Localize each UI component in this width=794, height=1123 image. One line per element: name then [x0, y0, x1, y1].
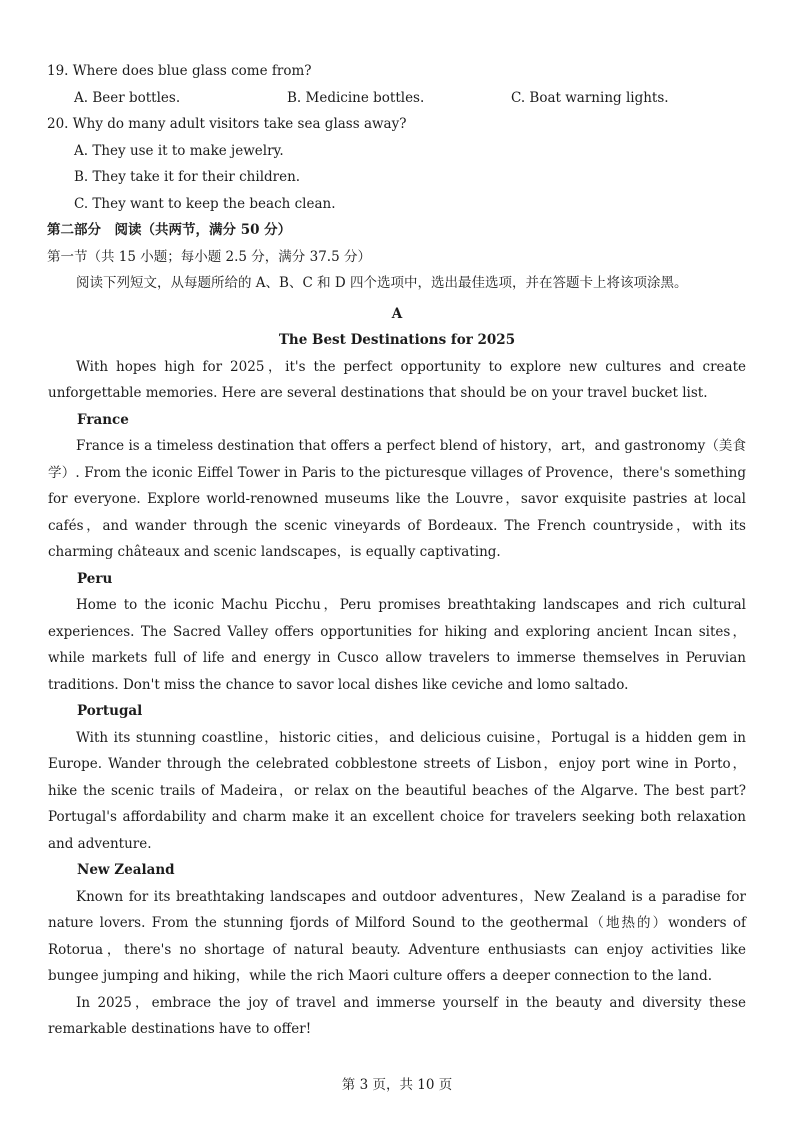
- section-text-new-zealand: Known for its breathtaking landscapes and outdoor adventures，New Zealand is a paradise for nature lovers. From the stunning fjords of Milford Sound to the geothermal（地热的）wonders of Rotorua，there's no shortage of natural beauty. Adventure enthusiasts can enjoy activities like bungee jumping and hiking，while the rich Maori culture offers a deeper connection to the land.: [48, 888, 746, 984]
- section-text-portugal: With its stunning coastline，historic cities，and delicious cuisine，Portugal is a hidden gem in Europe. Wander through the celebrated cobblestone streets of Lisbon，enjoy port wine in Porto，hike the scenic trails of Madeira，or relax on the beautiful beaches of the Algarve. The best part? Portugal's affordability and charm make it an excellent choice for travelers seeking both relaxation and adventure.: [48, 729, 746, 852]
- passage-intro: With hopes high for 2025，it's the perfect opportunity to explore new cultures and create unforgettable memories. Here are several destinations that should be on your travel bucket list.: [48, 358, 746, 401]
- section-heading-france: France: [77, 411, 129, 428]
- q20-option-b: B. They take it for their children.: [74, 169, 301, 185]
- section-heading-portugal: Portugal: [77, 703, 143, 719]
- q20-option-a: A. They use it to make jewelry.: [74, 142, 284, 159]
- section-heading-peru: Peru: [77, 570, 113, 587]
- question-20: 20. Why do many adult visitors take sea glass away?: [47, 116, 407, 132]
- passage-conclusion: In 2025，embrace the joy of travel and immerse yourself in the beauty and diversity these remarkable destinations have to offer!: [48, 994, 746, 1037]
- section-text-france: France is a timeless destination that offers a perfect blend of history，art，and gastronomy（美食学）. From the iconic Eiffel Tower in Paris to the picturesque villages of Provence，there's something for everyone. Explore world-renowned museums like the Louvre，savor exquisite pastries at local cafés，and wander through the scenic vineyards of Bordeaux. The French countryside，with its charming châteaux and scenic landscapes，is equally captivating.: [48, 438, 746, 560]
- passage-label: A: [391, 305, 403, 322]
- question-19-options: [0, 85, 794, 112]
- reading-instructions: 阅读下列短文，从每题所给的 A、B、C 和 D 四个选项中，选出最佳选项，并在答题卡上将该项涂黑。: [76, 275, 688, 291]
- q19-option-a: A. Beer bottles.: [74, 89, 181, 106]
- page-number: 第 3 页，共 10 页: [341, 1077, 453, 1093]
- question-19: 19. Where does blue glass come from?: [47, 63, 312, 79]
- q19-option-c: C. Boat warning lights.: [511, 89, 669, 106]
- section-one-title: 第一节（共 15 小题；每小题 2.5 分，满分 37.5 分）: [47, 248, 371, 265]
- exam-page: [0, 58, 794, 1043]
- section-heading-new-zealand: New Zealand: [77, 862, 175, 878]
- part-two-title: 第二部分 阅读（共两节，满分 50 分）: [47, 222, 292, 238]
- q20-option-c: C. They want to keep the beach clean.: [74, 195, 336, 212]
- section-text-peru: Home to the iconic Machu Picchu，Peru promises breathtaking landscapes and rich cultural experiences. The Sacred Valley offers opportunities for hiking and exploring ancient Incan sites，while markets full of life and energy in Cusco allow travelers to immerse themselves in Peruvian traditions. Don't miss the chance to savor local dishes like ceviche and lomo saltado.: [48, 597, 746, 693]
- passage-title: The Best Destinations for 2025: [278, 332, 516, 348]
- q19-option-b: B. Medicine bottles.: [287, 89, 425, 106]
